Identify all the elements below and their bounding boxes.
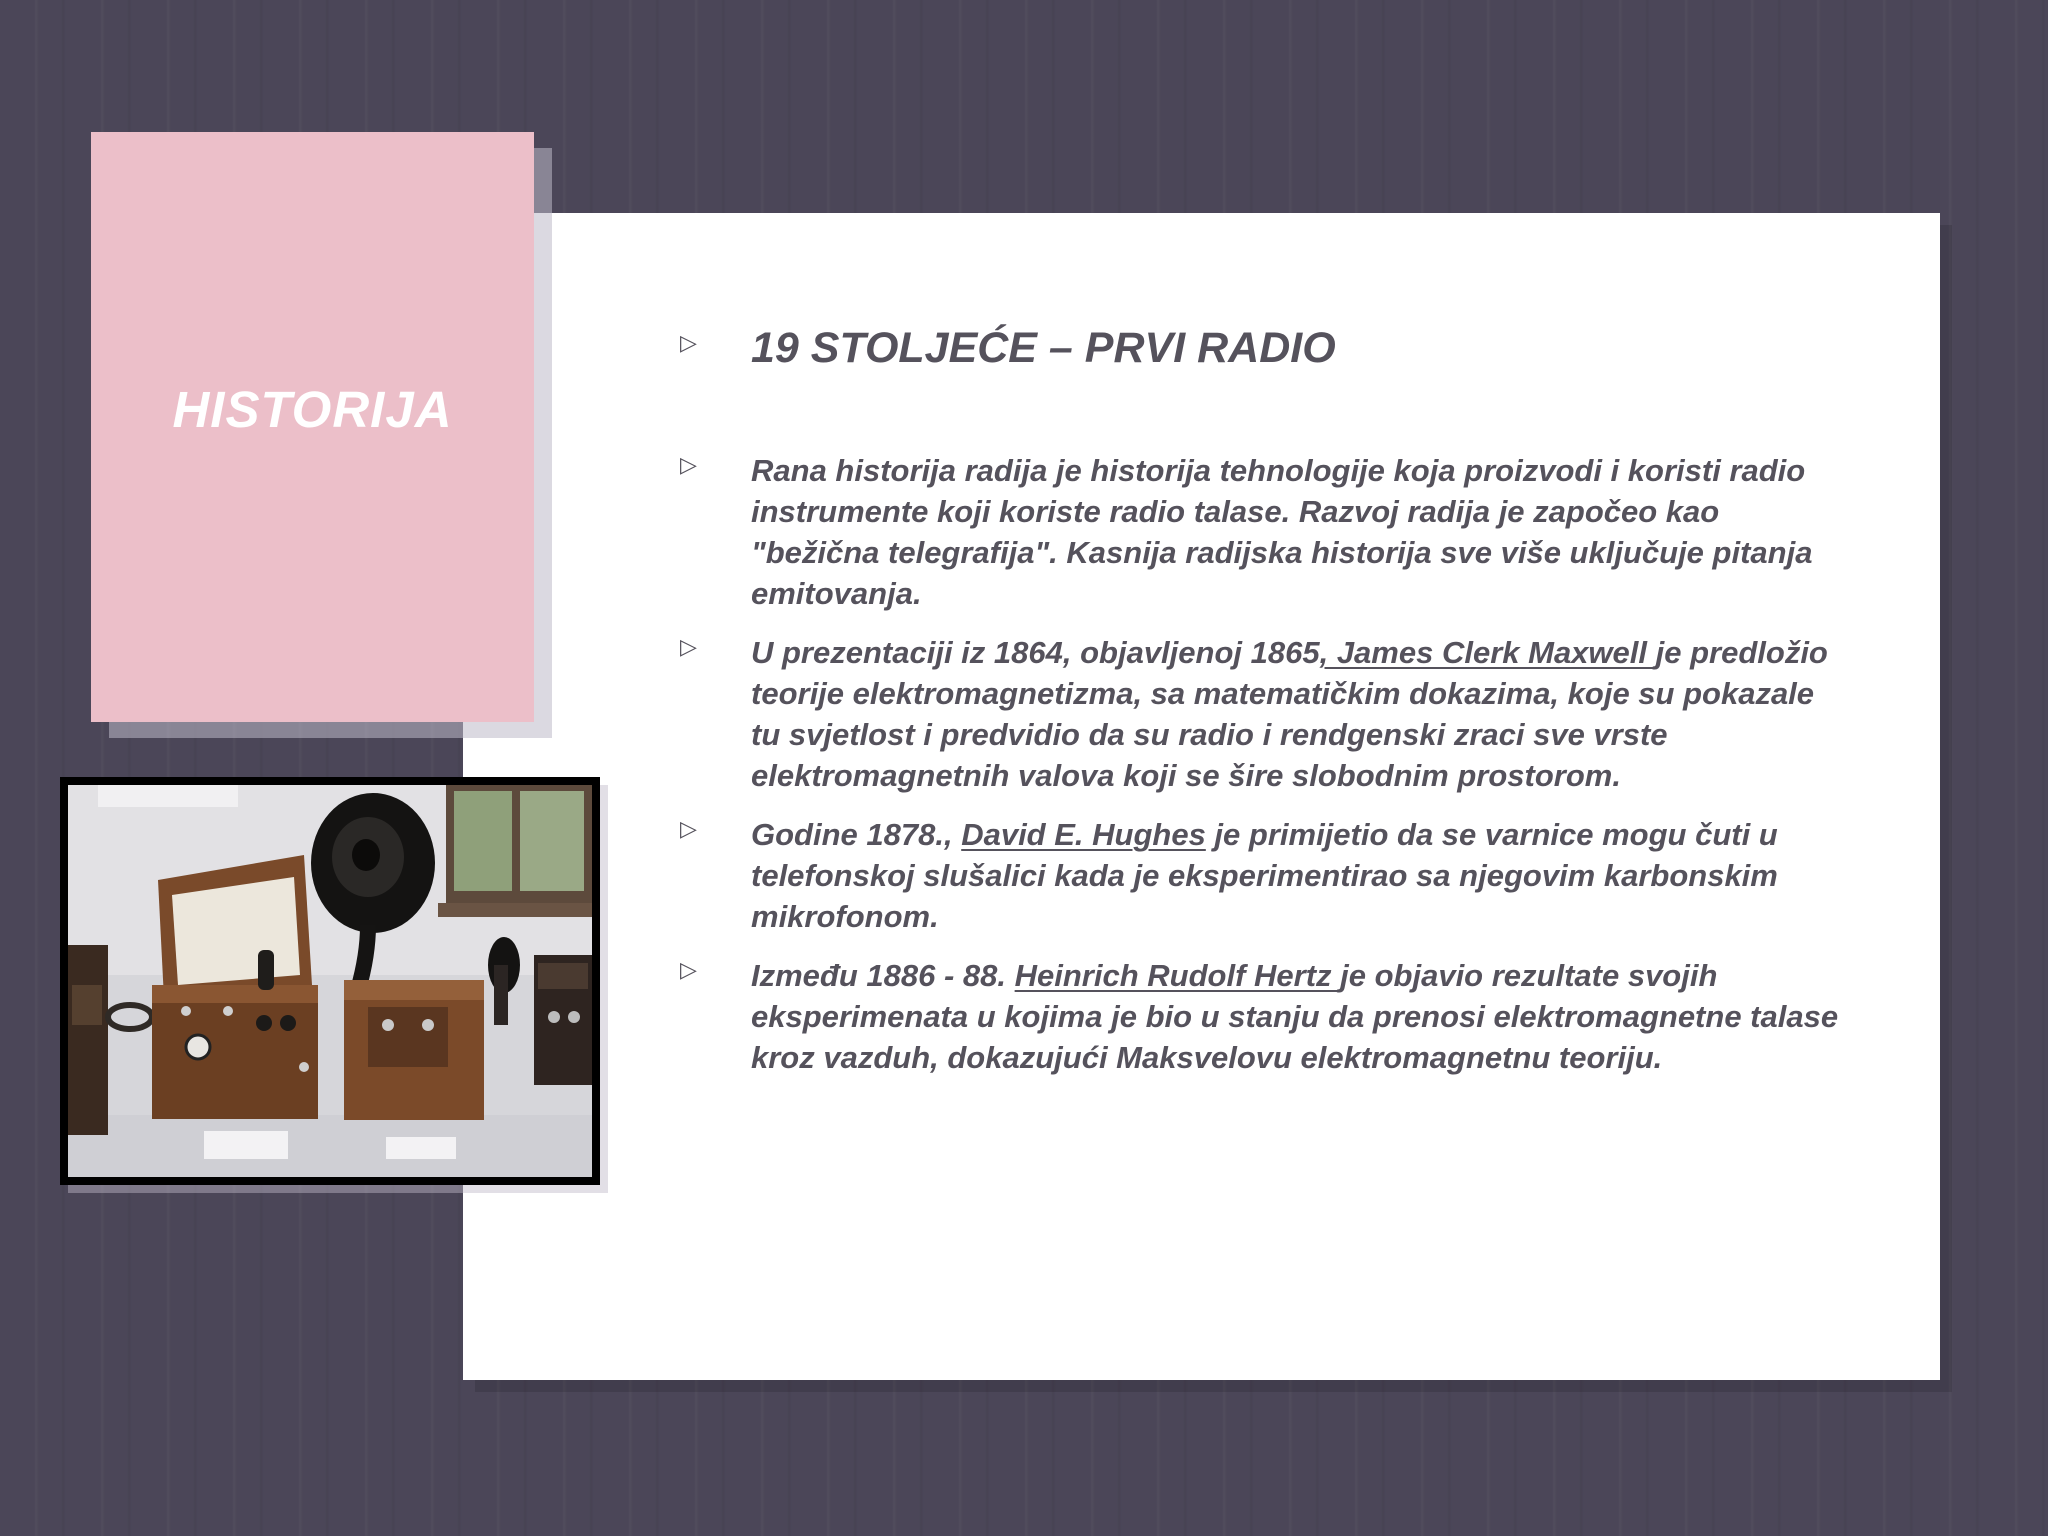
early-radio-photo <box>68 785 592 1177</box>
section-title-box <box>91 132 534 722</box>
paragraph-early-history <box>680 450 1840 614</box>
paragraph-text-after: je objavio rezultate svojih eksperimenata u kojima je bio u stanju da prenosi elektromagnetne talase kroz vazduh, dokazujući Maksvelovu elektromagnetnu teoriju. <box>751 958 1839 1075</box>
paragraph-maxwell <box>680 632 1840 796</box>
paragraph-text-before: U prezentaciji iz 1864, objavljenoj 1865 <box>751 635 1320 670</box>
paragraph-hertz <box>680 955 1840 1078</box>
paragraph-text-before: Godine 1878., <box>751 817 962 852</box>
paragraph-text-after: je primijetio da se varnice mogu čuti u telefonskoj slušalici kada je eksperimentirao sa njegovim karbonskim mikrofonom. <box>751 817 1778 934</box>
bullet-triangle-icon: ▷ <box>680 452 697 477</box>
bullet-triangle-icon: ▷ <box>680 330 697 355</box>
heading-text: 19 STOLJEĆE – PRVI RADIO <box>751 324 1336 372</box>
bullet-triangle-icon: ▷ <box>680 957 697 982</box>
paragraph-text-after: je predložio teorije elektromagnetizma, sa matematičkim dokazima, koje su pokazale tu svjetlost i predvidio da su radio i rendgenski zraci sve vrste elektromagnetnih valova koji se šire slobodnim prostorom. <box>751 635 1828 793</box>
paragraph-text: Rana historija radija je historija tehnologije koja proizvodi i koristi radio instrumente koji koriste radio talase. Razvoj radija je započeo kao "bežična telegrafija". Kasnija radijska historija sve više uključuje pitanja emitovanja. <box>751 453 1813 611</box>
link-david-e-hughes[interactable]: David E. Hughes <box>961 817 1206 852</box>
early-radio-illustration <box>68 785 592 1177</box>
paragraph-hughes <box>680 814 1840 937</box>
link-james-clerk-maxwell[interactable]: , James Clerk Maxwell <box>1319 635 1656 670</box>
bullet-triangle-icon: ▷ <box>680 816 697 841</box>
photo-frame <box>60 777 600 1185</box>
section-title: HISTORIJA <box>172 381 453 438</box>
bullet-list <box>680 320 1840 1078</box>
paragraph-text-before: Između 1886 - 88. <box>751 958 1015 993</box>
slide-heading <box>680 320 1840 376</box>
link-heinrich-rudolf-hertz[interactable]: Heinrich Rudolf Hertz <box>1014 958 1341 993</box>
bullet-triangle-icon: ▷ <box>680 634 697 659</box>
